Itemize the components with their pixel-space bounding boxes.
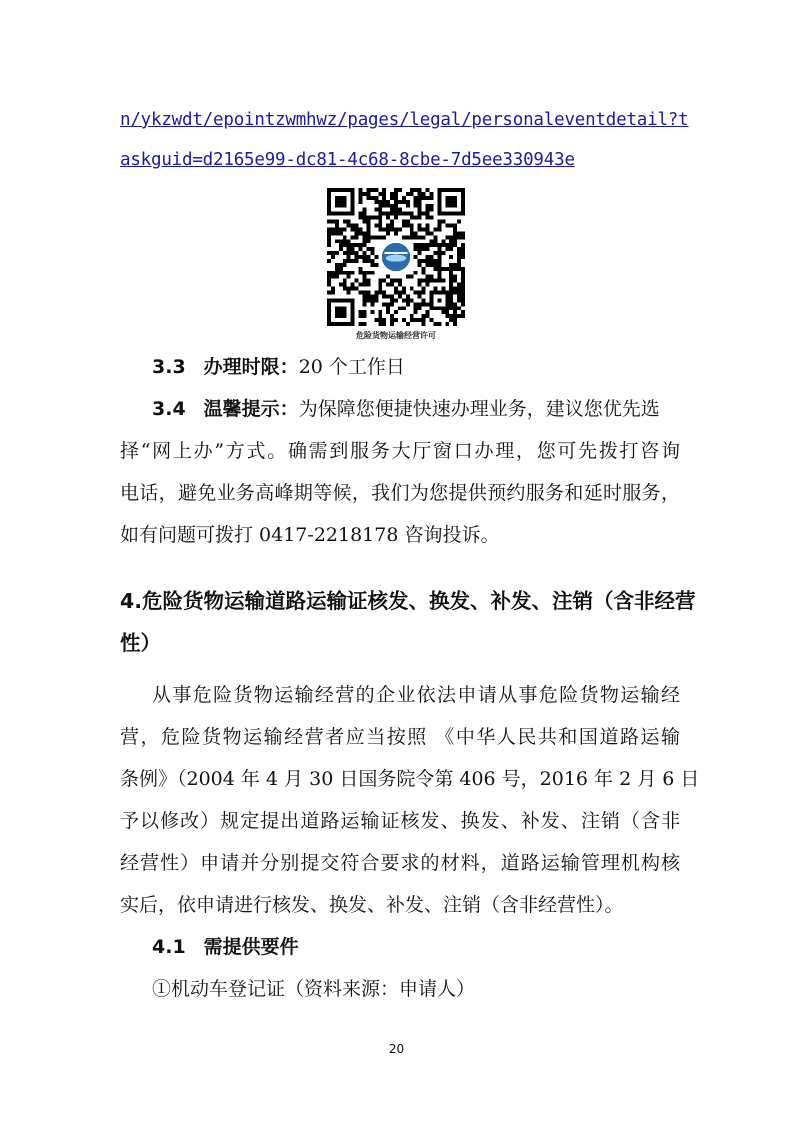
section-3-3 (152, 358, 712, 377)
paragraph-line: 予以修改）规定提出道路运输证核发、换发、补发、注销（含非 (120, 810, 680, 832)
list-item: ①机动车登记证（资料来源：申请人） (152, 978, 476, 1000)
section-4-1 (152, 938, 712, 957)
paragraph-line: 如有问题可拨打 0417-2218178 咨询投诉。 (120, 524, 500, 546)
section-label: 办理时限： (203, 356, 299, 378)
paragraph-line: 择“网上办”方式。确需到服务大厅窗口办理，您可先拨打咨询 (120, 440, 680, 462)
section-text: 为保障您便捷快速办理业务，建议您优先选 (298, 398, 660, 420)
section-number: 3.4 (152, 398, 186, 420)
section-3-4 (152, 400, 680, 419)
section-label: 需提供要件 (203, 936, 299, 958)
page-number: 20 (388, 1042, 405, 1056)
paragraph-line: 条例》（2004 年 4 月 30 日国务院令第 406 号，2016 年 2 月 6 日 (120, 768, 700, 790)
qr-caption: 危险货物运输经营许可 (356, 331, 436, 340)
section-number: 4.1 (152, 936, 186, 958)
heading-4-line-2: 性） (120, 631, 161, 655)
paragraph-line: 营，危险货物运输经营者应当按照 《中华人民共和国道路运输 (120, 726, 680, 748)
url-link-line-2[interactable]: askguid=d2165e99-dc81-4c68-8cbe-7d5ee330943e (120, 150, 575, 170)
paragraph-line: 电话，避免业务高峰期等候，我们为您提供预约服务和延时服务， (120, 482, 680, 504)
url-link-line-1[interactable]: n/ykzwdt/epointzwmhwz/pages/legal/personaleventdetail?t (120, 110, 689, 130)
section-text: 20 个工作日 (298, 356, 405, 378)
section-label: 温馨提示： (203, 398, 299, 420)
section-number: 3.3 (152, 356, 186, 378)
paragraph-line: 经营性）申请并分别提交符合要求的材料，道路运输管理机构核 (120, 852, 680, 874)
qr-code (327, 188, 465, 326)
heading-4-line-1: 4.危险货物运输道路运输证核发、换发、补发、注销（含非经营 (120, 589, 696, 613)
paragraph-line: 实后，依申请进行核发、换发、补发、注销（含非经营性）。 (120, 894, 624, 916)
paragraph-line: 从事危险货物运输经营的企业依法申请从事危险货物运输经 (152, 684, 680, 706)
